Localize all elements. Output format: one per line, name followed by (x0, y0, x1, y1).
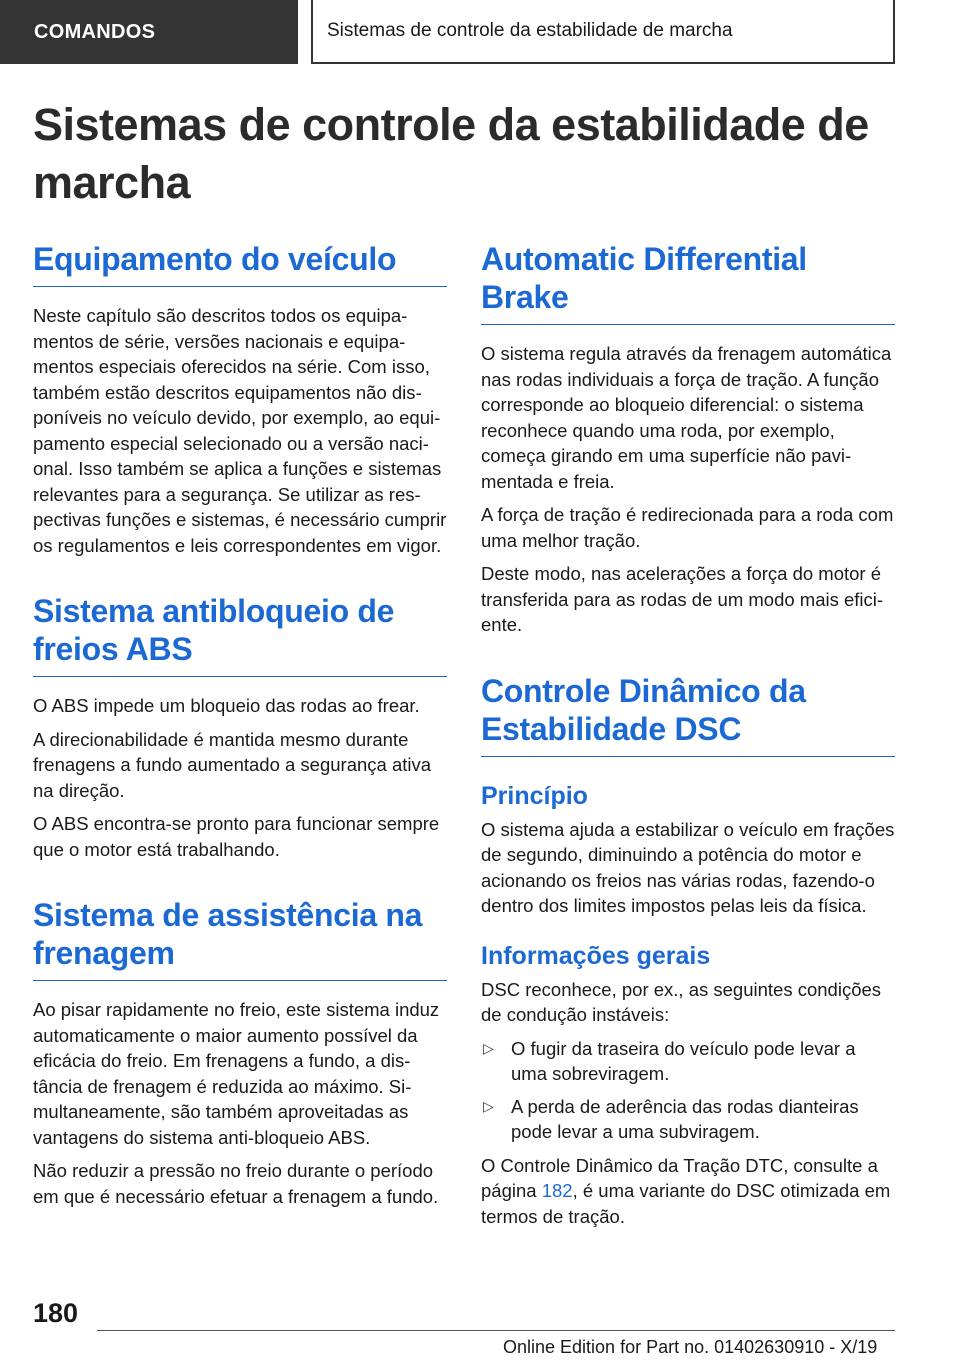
heading-equipamento: Equipamento do veículo (33, 240, 447, 287)
header-chapter-label (311, 0, 895, 64)
section-adb (481, 240, 895, 638)
page-title: Sistemas de controle da estabilidade de marcha (33, 99, 869, 208)
section-equipamento (33, 240, 447, 558)
paragraph: Neste capítulo são descritos todos os equipamentos de série, versões nacionais e equipamentos especiais oferecidos na série. Com isso, também estão descritos equipamentos não disponíveis no veículo devido, por exemplo, ao equipamento especial selecionado ou a versão nacional. Isso também se aplica a funções e sistemas relevantes para a segurança. Se utilizar as respectivas funções e sistemas, é necessário cumprir os regulamentos e leis correspondentes em vigor. (33, 305, 447, 556)
triangle-right-icon: ▷ (483, 1097, 494, 1114)
right-column (481, 240, 895, 1249)
paragraph: A direcionabilidade é mantida mesmo durante frenagens a fundo aumentado a segurança ativa na direção. (33, 728, 432, 801)
chapter-name: Sistemas de controle da estabilidade de marcha (327, 20, 733, 41)
bullet-list (481, 1036, 895, 1145)
paragraph (481, 1153, 895, 1230)
subheading-principio: Princípio (481, 781, 588, 810)
heading-abs: Sistema antibloqueio de freios ABS (33, 592, 447, 677)
paragraph: DSC reconhece, por ex., as seguintes condições de condução instáveis: (481, 978, 882, 1025)
section-dsc (481, 672, 895, 1230)
list-item (481, 1094, 895, 1145)
triangle-right-icon: ▷ (483, 1039, 494, 1056)
left-column (33, 240, 447, 1229)
paragraph: A força de tração é redirecionada para a roda com uma melhor tração. (481, 504, 894, 551)
subsection-principio (481, 781, 895, 919)
footer-divider (97, 1330, 895, 1331)
header-section-label (0, 0, 298, 64)
heading-assistencia-frenagem: Sistema de assistência na frenagem (33, 896, 447, 981)
subheading-informacoes-gerais: Informações gerais (481, 941, 711, 970)
footer-edition: Online Edition for Part no. 01402630910 - X/19 (503, 1337, 878, 1357)
subsection-informacoes-gerais (481, 941, 895, 1230)
paragraph: O sistema ajuda a estabilizar o veículo em frações de segundo, diminuindo a potência do motor e acionando os freios nas várias rodas, fazendo-o dentro dos limites impostos pelas leis da física. (481, 818, 895, 916)
paragraph: Ao pisar rapidamente no freio, este sistema induz automaticamente o maior aumento possível da eficácia do freio. Em frenagens a fundo, a distância de frenagem é reduzida ao máximo. Simultaneamente, são também aproveitadas as vantagens do sistema anti-bloqueio ABS. (33, 999, 440, 1148)
section-name: COMANDOS (34, 20, 156, 43)
paragraph: O ABS encontra-se pronto para funcionar sempre que o motor está trabalhando. (33, 813, 440, 860)
page-number: 180 (33, 1298, 79, 1328)
list-item (481, 1036, 895, 1087)
heading-dsc: Controle Dinâmico da Estabilidade DSC (481, 672, 895, 757)
heading-adb: Automatic Differential Brake (481, 240, 895, 325)
section-assistencia-frenagem (33, 896, 447, 1209)
paragraph: O sistema regula através da frenagem automática nas rodas individuais a força de tração. A função corresponde ao bloqueio diferencial: o sistema reconhece quando uma roda, por exemplo, começa girando em uma superfície não pavimentada e freia. (481, 343, 892, 492)
paragraph: Não reduzir a pressão no freio durante o período em que é necessário efetuar a frenagem a fundo. (33, 1160, 439, 1207)
text-fragment: , é uma variante do DSC otimizada em termos de tração. (481, 1180, 891, 1227)
paragraph: O ABS impede um bloqueio das rodas ao frear. (33, 695, 420, 716)
list-item-text: A perda de aderência das rodas dianteiras pode levar a uma subviragem. (511, 1095, 859, 1142)
list-item-text: O fugir da traseira do veículo pode levar a uma sobreviragem. (511, 1037, 856, 1084)
section-abs (33, 592, 447, 862)
text-fragment: O Controle Dinâmico da Tração DTC, consulte a página (481, 1154, 878, 1201)
paragraph: Deste modo, nas acelerações a força do motor é transferida para as rodas de um modo mais eficiente. (481, 563, 884, 635)
page-reference-link[interactable]: 182 (541, 1180, 573, 1201)
